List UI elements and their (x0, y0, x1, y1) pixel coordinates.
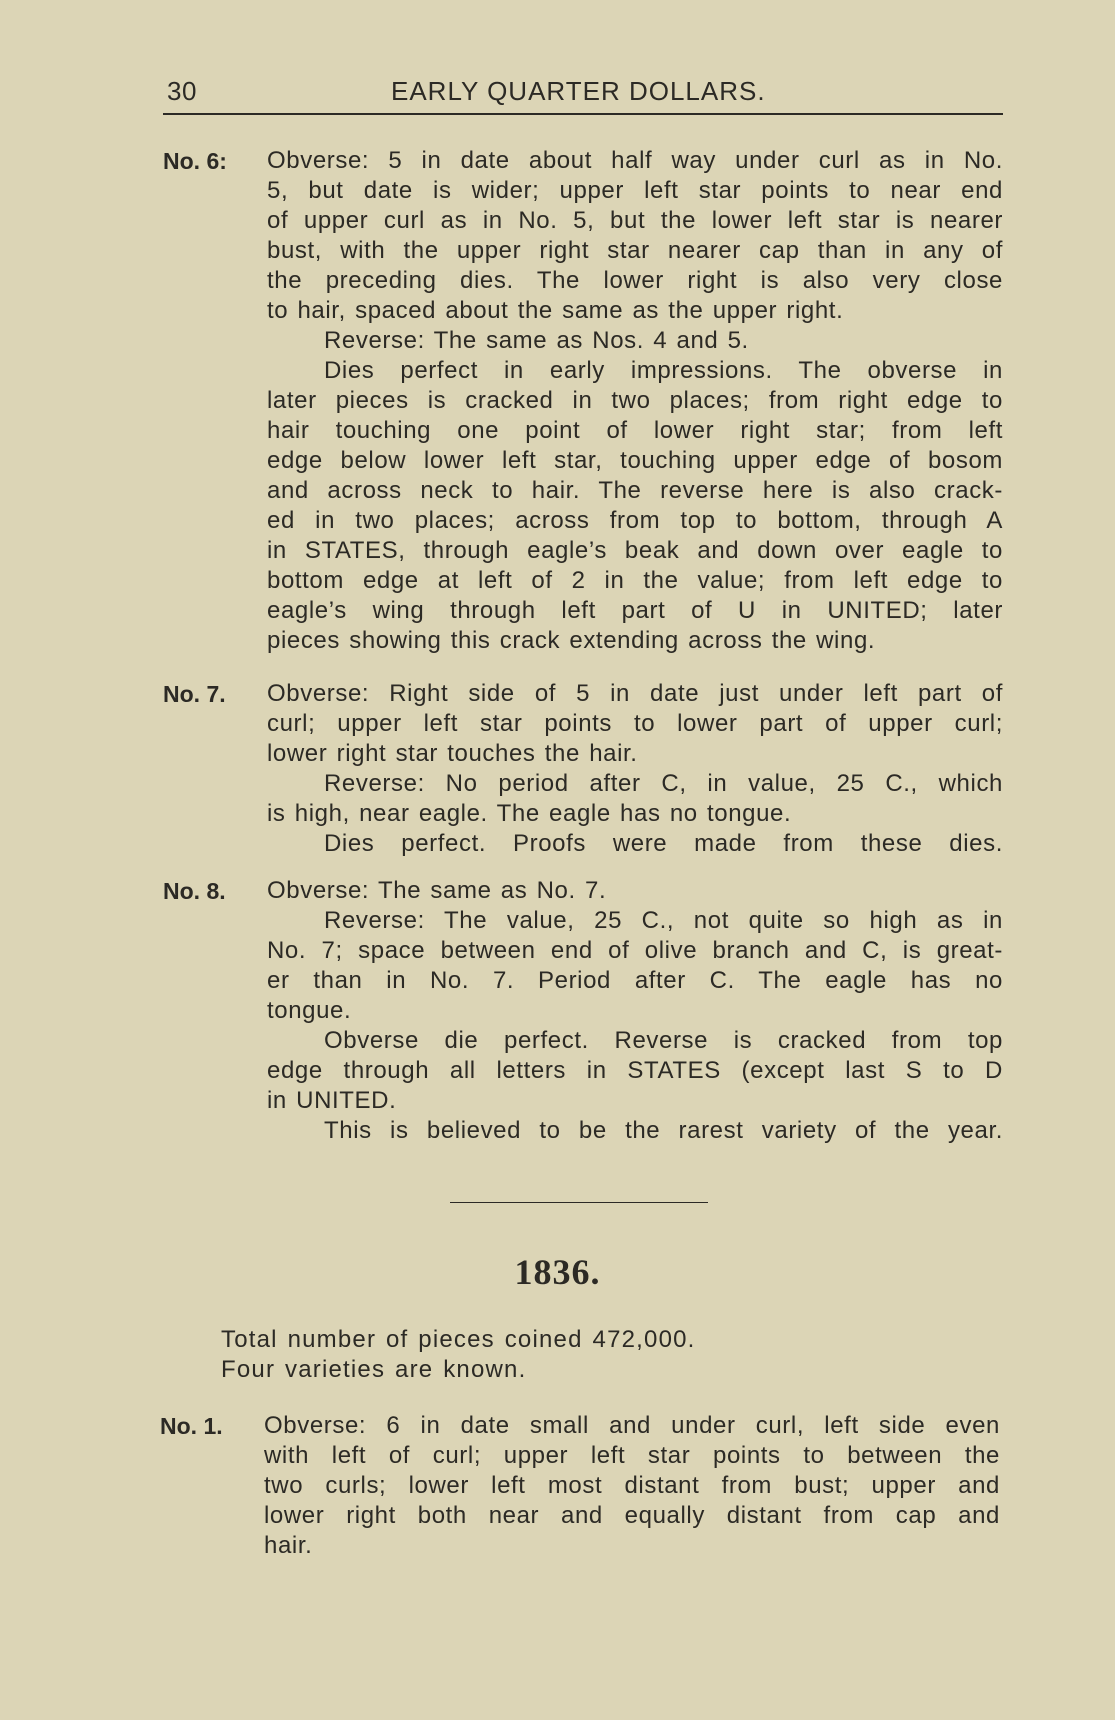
text-line: No. 7; space between end of olive branch and C, is great- (267, 937, 1003, 964)
variety-description (267, 679, 1003, 859)
text-line: is high, near eagle. The eagle has no tongue. (267, 800, 792, 827)
section-heading-year: 1836. (514, 1252, 601, 1292)
text-line: lower right both near and equally distant from cap and (264, 1502, 1000, 1529)
text-line: tongue. (267, 997, 352, 1024)
text-line: hair touching one point of lower right star; from left (267, 417, 1003, 444)
variety-number: No. 1. (160, 1413, 223, 1439)
text-line: lower right star touches the hair. (267, 740, 638, 767)
variety-number: No. 6: (163, 148, 227, 174)
text-line: Obverse die perfect. Reverse is cracked from top (324, 1027, 1003, 1054)
header-rule (163, 113, 1003, 115)
variety-description (267, 876, 1003, 1146)
text-line: in UNITED. (267, 1087, 397, 1114)
text-line: Dies perfect. Proofs were made from these dies. (324, 830, 1003, 857)
year-summary (221, 1325, 821, 1385)
text-line: edge through all letters in STATES (except last S to D (267, 1057, 1003, 1084)
text-line: pieces showing this crack extending across the wing. (267, 627, 876, 654)
text-line: 5, but date is wider; upper left star points to near end (267, 177, 1003, 204)
page-title: EARLY QUARTER DOLLARS. (391, 76, 766, 106)
text-line: in STATES, through eagle’s beak and down over eagle to (267, 537, 1003, 564)
text-line: Obverse: Right side of 5 in date just under left part of (267, 680, 1003, 707)
text-line: and across neck to hair. The reverse here is also crack- (267, 477, 1003, 504)
text-line: Obverse: 6 in date small and under curl, left side even (264, 1412, 1000, 1439)
text-line: Total number of pieces coined 472,000. (221, 1326, 696, 1353)
text-line: Four varieties are known. (221, 1356, 527, 1383)
text-line: Reverse: No period after C, in value, 25 C., which (324, 770, 1003, 797)
text-line: the preceding dies. The lower right is also very close (267, 267, 1003, 294)
variety-number: No. 8. (163, 878, 226, 904)
running-header (163, 76, 1003, 108)
text-line: bust, with the upper right star nearer cap than in any of (267, 237, 1003, 264)
text-line: later pieces is cracked in two places; from right edge to (267, 387, 1003, 414)
text-line: Obverse: 5 in date about half way under curl as in No. (267, 147, 1003, 174)
text-line: to hair, spaced about the same as the upper right. (267, 297, 844, 324)
text-line: Reverse: The value, 25 C., not quite so high as in (324, 907, 1003, 934)
text-line: er than in No. 7. Period after C. The eagle has no (267, 967, 1003, 994)
variety-description (267, 146, 1003, 656)
text-line: hair. (264, 1532, 313, 1559)
text-line: with left of curl; upper left star points to between the (264, 1442, 1000, 1469)
text-line: eagle’s wing through left part of U in UNITED; later (267, 597, 1003, 624)
text-line: Reverse: The same as Nos. 4 and 5. (324, 327, 749, 354)
text-line: This is believed to be the rarest variety of the year. (324, 1117, 1003, 1144)
variety-number: No. 7. (163, 681, 226, 707)
text-line: Dies perfect in early impressions. The obverse in (324, 357, 1003, 384)
text-line: curl; upper left star points to lower part of upper curl; (267, 710, 1003, 737)
variety-description (264, 1411, 1000, 1561)
text-line: Obverse: The same as No. 7. (267, 877, 607, 904)
text-line: two curls; lower left most distant from bust; upper and (264, 1472, 1000, 1499)
section-divider (450, 1202, 708, 1203)
text-line: ed in two places; across from top to bottom, through A (267, 507, 1003, 534)
text-line: of upper curl as in No. 5, but the lower left star is nearer (267, 207, 1003, 234)
text-line: bottom edge at left of 2 in the value; from left edge to (267, 567, 1003, 594)
text-line: edge below lower left star, touching upper edge of bosom (267, 447, 1003, 474)
page-number: 30 (167, 76, 197, 106)
